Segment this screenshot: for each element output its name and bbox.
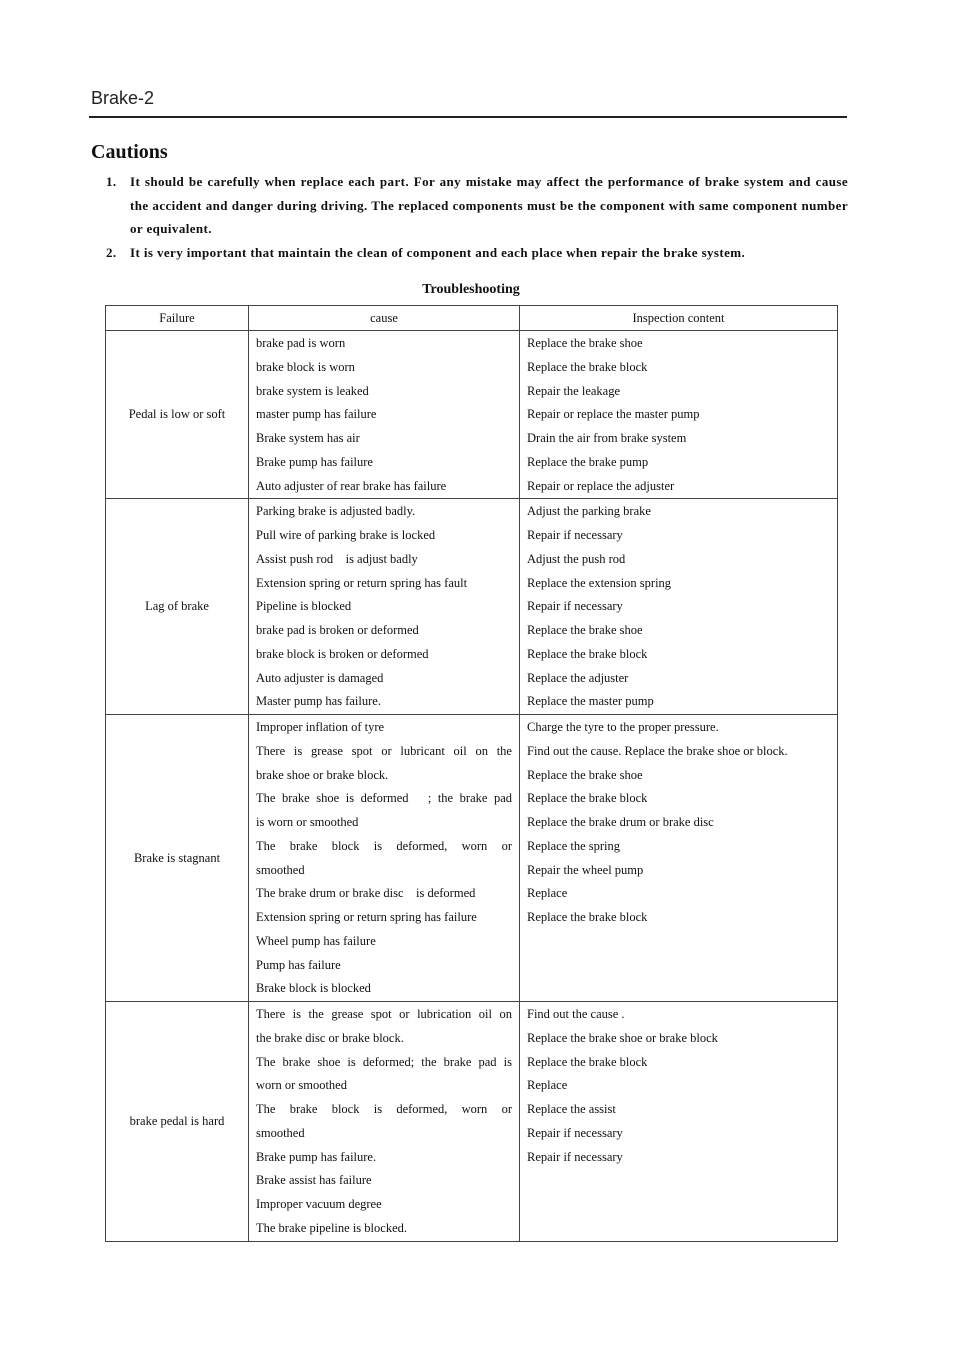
page-header: Brake-2 [91, 88, 155, 108]
failure-cell: Pedal is low or soft [106, 331, 249, 499]
cause-cell [249, 499, 520, 715]
cause-line: Pump has failure [256, 957, 341, 972]
caution-number: 1. [106, 174, 117, 189]
inspection-line: Replace the master pump [527, 694, 654, 709]
caution-item [106, 241, 848, 265]
cause-cell [249, 1002, 520, 1242]
cause-line: The brake pipeline is blocked. [256, 1220, 407, 1235]
inspection-line: Repair or replace the master pump [527, 407, 700, 422]
inspection-line: Replace the spring [527, 838, 621, 853]
cause-line: There is the grease spot or lubrication oil on [256, 1007, 512, 1021]
table-row [106, 1002, 838, 1242]
caution-number: 2. [106, 244, 117, 260]
table-header-row [106, 306, 838, 331]
table-row [106, 331, 838, 499]
cause-line: smoothed [256, 1125, 305, 1140]
cause-line: the brake disc or brake block. [256, 1030, 404, 1045]
caution-item [106, 170, 848, 241]
inspection-line: Replace the extension spring [527, 575, 672, 590]
inspection-line: Adjust the push rod [527, 551, 626, 566]
cause-line: There is grease spot or lubricant oil on the [256, 743, 512, 758]
cause-line: The brake block is deformed, worn or [256, 1102, 512, 1116]
cause-line: brake block is broken or deformed [256, 646, 429, 661]
inspection-line: Drain the air from brake system [527, 431, 687, 445]
inspection-cell [520, 331, 838, 499]
cause-line: Auto adjuster is damaged [256, 670, 384, 685]
cause-line: Brake assist has failure [256, 1173, 372, 1188]
cause-line: Parking brake is adjusted badly. [256, 504, 416, 519]
cause-line: Wheel pump has failure [256, 933, 376, 948]
caution-text: It should be carefully when replace each part. For any mistake may affect the performance of brake system and cause the accident and danger during driving. The replaced components must be the component with same component number or equivalent. [130, 174, 848, 236]
failure-cell: Lag of brake [106, 499, 249, 715]
inspection-line: Replace the assist [527, 1102, 616, 1116]
cause-line: smoothed [256, 862, 305, 877]
inspection-line: Replace the brake shoe [527, 623, 643, 637]
cause-line: Extension spring or return spring has failure [256, 910, 477, 924]
inspection-line: Repair or replace the adjuster [527, 478, 675, 493]
column-header-inspection: Inspection content [520, 306, 838, 331]
inspection-line: Repair if necessary [527, 1149, 623, 1164]
inspection-cell [520, 1002, 838, 1242]
inspection-line: Replace the brake block [527, 910, 648, 924]
inspection-line: Replace the brake drum or brake disc [527, 815, 714, 829]
cause-line: Brake pump has failure. [256, 1149, 377, 1164]
inspection-line: Replace [527, 1078, 568, 1093]
header-rule [89, 116, 847, 118]
cause-line: Improper inflation of tyre [256, 720, 385, 734]
failure-cell: brake pedal is hard [106, 1002, 249, 1242]
cause-line: brake pad is worn [256, 336, 346, 350]
inspection-line: Replace the brake block [527, 359, 648, 374]
failure-cell: Brake is stagnant [106, 715, 249, 1002]
inspection-line: Charge the tyre to the proper pressure. [527, 720, 719, 734]
cause-line: Auto adjuster of rear brake has failure [256, 478, 447, 493]
cause-line: master pump has failure [256, 407, 377, 422]
cause-line: The brake block is deformed, worn or [256, 838, 512, 853]
inspection-line: Replace the brake pump [527, 454, 649, 469]
cause-line: Brake block is blocked [256, 981, 371, 996]
cause-line: The brake drum or brake disc is deformed [256, 886, 476, 901]
inspection-cell [520, 715, 838, 1002]
cautions-list [106, 170, 848, 264]
inspection-line: Adjust the parking brake [527, 504, 651, 519]
cause-line: Master pump has failure. [256, 694, 381, 709]
cause-line: worn or smoothed [256, 1078, 347, 1093]
inspection-line: Replace the brake block [527, 1054, 648, 1069]
inspection-line: Find out the cause . [527, 1007, 625, 1021]
cause-line: The brake shoe is deformed; the brake pad is [256, 1054, 512, 1069]
inspection-line: Repair the wheel pump [527, 862, 644, 877]
table-row [106, 715, 838, 1002]
cause-line: Pipeline is blocked [256, 599, 352, 614]
table-row [106, 499, 838, 715]
inspection-line: Replace the brake shoe [527, 767, 643, 782]
inspection-line: Repair the leakage [527, 383, 621, 398]
cause-line: Improper vacuum degree [256, 1197, 382, 1211]
cause-line: is worn or smoothed [256, 815, 359, 829]
cause-line: brake block is worn [256, 359, 355, 374]
inspection-line: Replace the adjuster [527, 670, 629, 685]
inspection-line: Replace the brake shoe [527, 336, 643, 350]
cause-line: The brake shoe is deformed ; the brake pad [256, 791, 512, 806]
inspection-line: Replace the brake block [527, 791, 648, 806]
cause-line: Assist push rod is adjust badly [256, 551, 418, 566]
cautions-title: Cautions [91, 141, 168, 163]
inspection-line: Repair if necessary [527, 599, 623, 614]
inspection-line: Repair if necessary [527, 1125, 623, 1140]
troubleshooting-table [105, 305, 838, 1242]
inspection-cell [520, 499, 838, 715]
cause-line: brake system is leaked [256, 383, 369, 398]
inspection-line: Replace the brake block [527, 646, 648, 661]
troubleshooting-title: Troubleshooting [422, 282, 520, 297]
caution-text: It is very important that maintain the clean of component and each place when repair the brake system. [130, 244, 746, 260]
cause-line: brake pad is broken or deformed [256, 623, 419, 637]
inspection-line: Repair if necessary [527, 528, 623, 542]
column-header-failure: Failure [106, 306, 249, 331]
cause-line: Pull wire of parking brake is locked [256, 528, 436, 542]
cause-line: brake shoe or brake block. [256, 767, 389, 782]
cause-line: Brake system has air [256, 431, 360, 445]
cause-line: Extension spring or return spring has fault [256, 575, 468, 590]
column-header-cause: cause [249, 306, 520, 331]
cause-line: Brake pump has failure [256, 454, 373, 469]
cause-cell [249, 715, 520, 1002]
cause-cell [249, 331, 520, 499]
inspection-line: Replace the brake shoe or brake block [527, 1030, 718, 1045]
inspection-line: Replace [527, 886, 568, 901]
inspection-line: Find out the cause. Replace the brake shoe or block. [527, 743, 788, 758]
